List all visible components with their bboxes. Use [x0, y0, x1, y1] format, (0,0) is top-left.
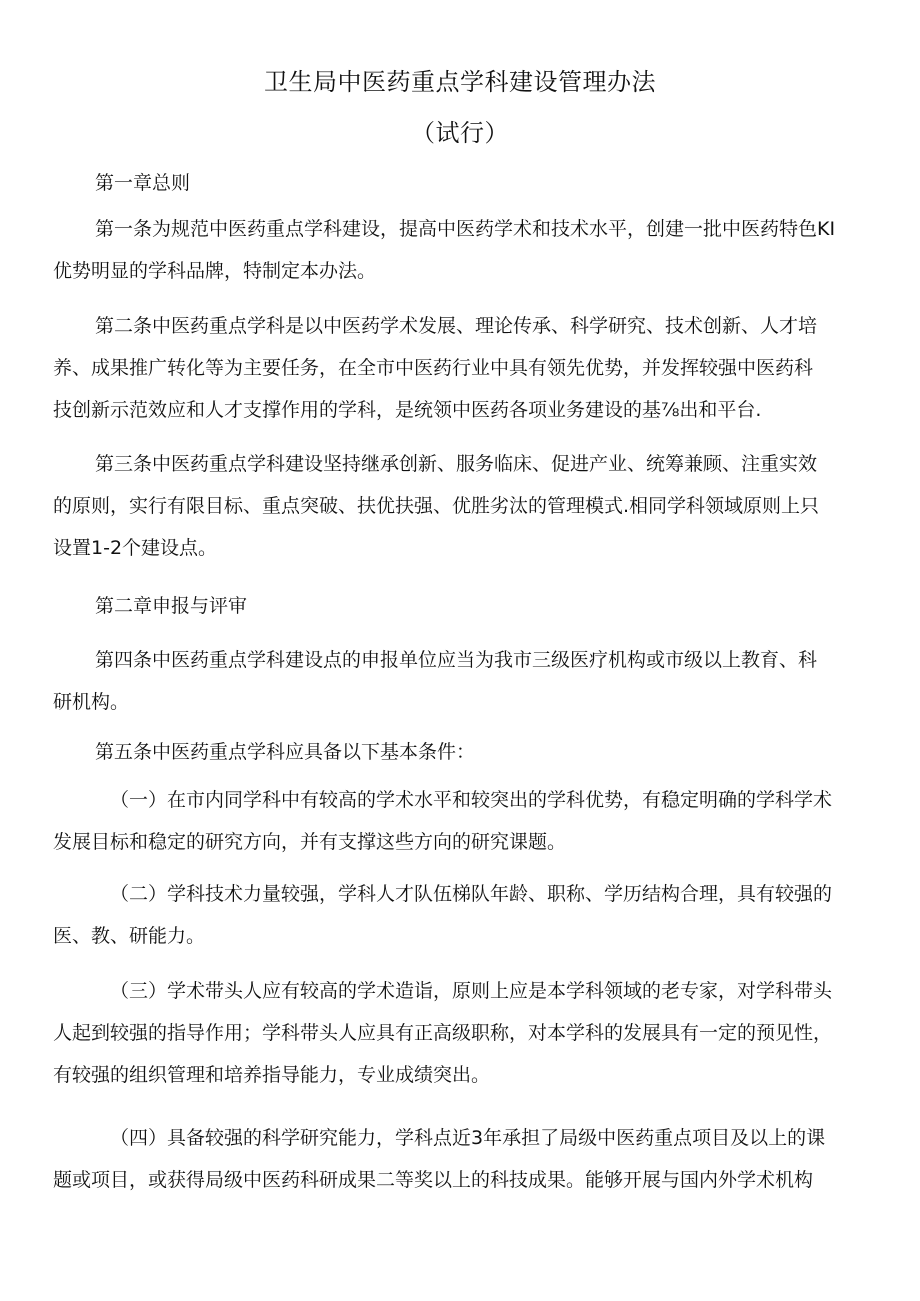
text-line: 第一条为规范中医药重点学科建设，提高中医药学术和技术水平，创建一批中医药特色KI	[95, 218, 836, 240]
text-line: （二）学科技术力量较强，学科人才队伍梯队年龄、职称、学历结构合理，具有较强的	[110, 883, 833, 905]
condition-1	[53, 779, 873, 863]
document-title: 卫生局中医药重点学科建设管理办法	[264, 68, 656, 96]
text-line: 研机构。	[53, 691, 130, 713]
text-line: 医、教、研能力。	[53, 925, 206, 947]
text-line: 第三条中医药重点学科建设坚持继承创新、服务临床、促进产业、统筹兼顾、注重实效	[95, 453, 818, 475]
text-line: 有较强的组织管理和培养指导能力，专业成绩突出。	[53, 1064, 491, 1086]
condition-4	[53, 1117, 873, 1201]
article-1	[53, 208, 873, 292]
condition-3	[53, 970, 873, 1096]
article-4	[53, 639, 873, 723]
text-line: 养、成果推广转化等为主要任务，在全市中医药行业中具有领先优势，并发挥较强中医药科	[53, 357, 814, 379]
condition-2	[53, 873, 873, 957]
article-2	[53, 305, 873, 431]
text-line: 优势明显的学科品牌，特制定本办法。	[53, 260, 377, 282]
text-line: 第二章申报与评审	[95, 595, 248, 617]
chapter-1-heading	[53, 162, 873, 204]
text-line: 第一章总则	[95, 172, 191, 194]
text-line: 的原则，实行有限目标、重点突破、扶优扶强、优胜劣汰的管理模式.相同学科领域原则上只	[53, 495, 820, 517]
article-5	[53, 731, 873, 773]
text-line: 第五条中医药重点学科应具备以下基本条件：	[95, 741, 476, 763]
text-line: 设置1-2个建设点。	[53, 537, 218, 559]
text-line: （四）具备较强的科学研究能力，学科点近3年承担了局级中医药重点项目及以上的课	[110, 1127, 826, 1149]
text-line: 技创新示范效应和人才支撑作用的学科，是统领中医药各项业务建设的基⅞出和平台.	[53, 399, 762, 421]
text-line: （一）在市内同学科中有较高的学术水平和较突出的学科优势，有稳定明确的学科学术	[110, 789, 833, 811]
text-line: 发展目标和稳定的研究方向，并有支撑这些方向的研究课题。	[53, 831, 567, 853]
text-line: 第二条中医药重点学科是以中医药学术发展、理论传承、科学研究、技术创新、人才培	[95, 315, 818, 337]
chapter-2-heading	[53, 585, 873, 627]
document-subtitle: （试行）	[411, 119, 509, 147]
text-line: 人起到较强的指导作用；学科带头人应具有正高级职称，对本学科的发展具有一定的预见性，	[53, 1022, 833, 1044]
text-line: 第四条中医药重点学科建设点的申报单位应当为我市三级医疗机构或市级以上教育、科	[95, 649, 818, 671]
text-line: 题或项目，或获得局级中医药科研成果二等奖以上的科技成果。能够开展与国内外学术机构	[53, 1169, 814, 1191]
text-line: （三）学术带头人应有较高的学术造诣，原则上应是本学科领域的老专家，对学科带头	[110, 980, 833, 1002]
article-3	[53, 443, 873, 569]
